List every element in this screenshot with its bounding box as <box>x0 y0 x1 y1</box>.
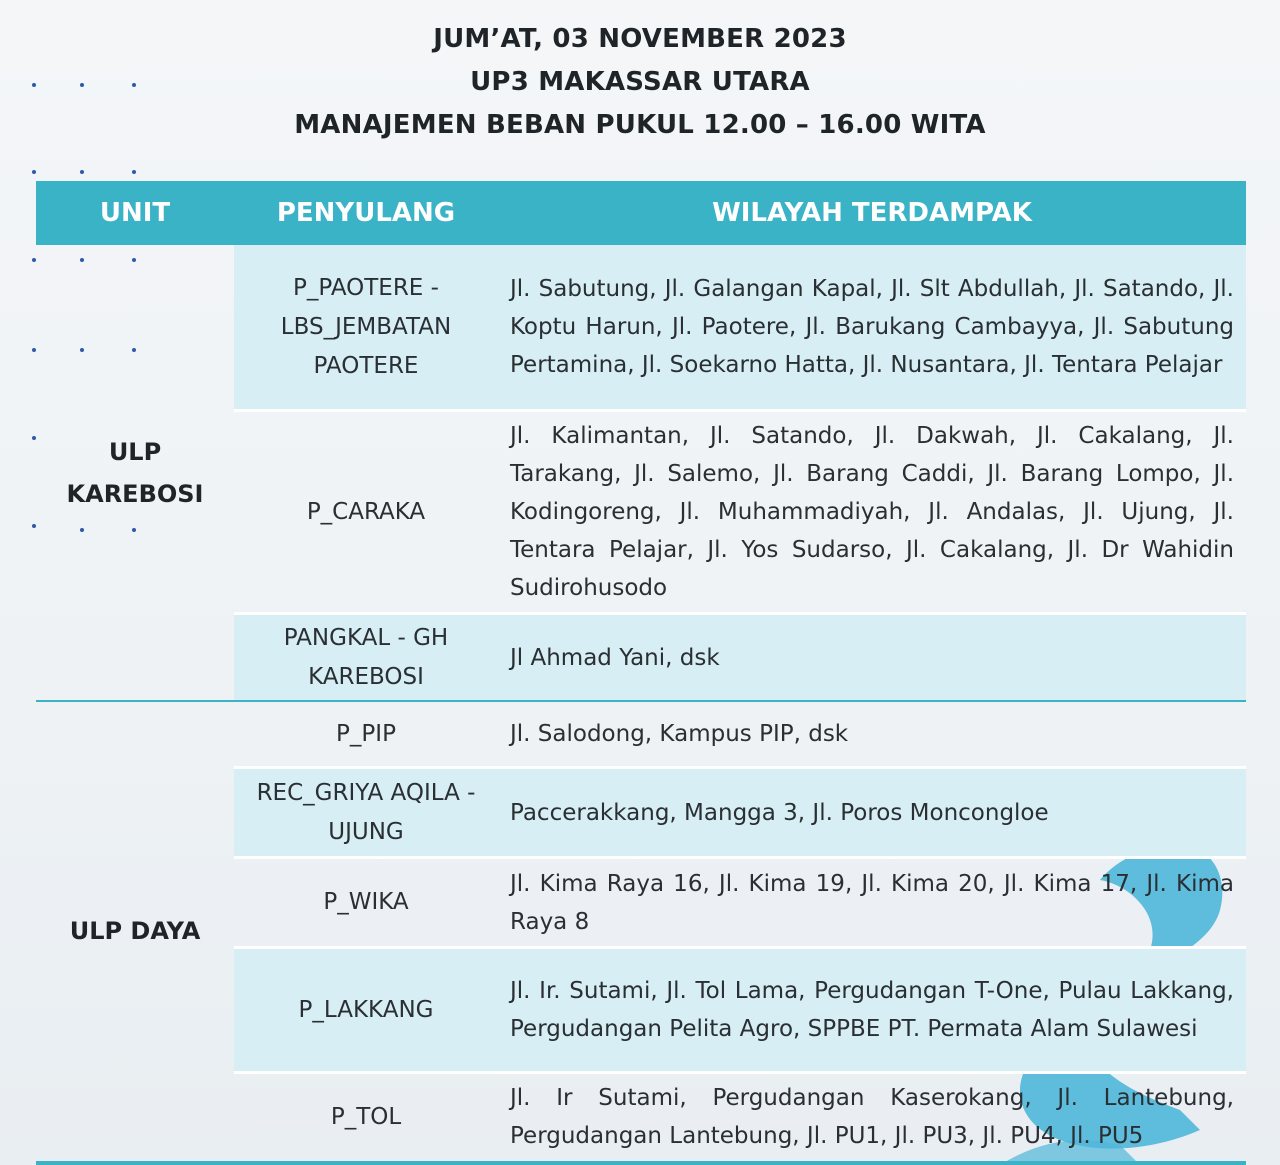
table-row <box>234 856 1246 946</box>
header-date: JUM’AT, 03 NOVEMBER 2023 <box>433 24 847 54</box>
table-row <box>234 612 1246 700</box>
penyulang-cell: P_CARAKA <box>306 498 426 525</box>
header-schedule: MANAJEMEN BEBAN PUKUL 12.00 – 16.00 WITA <box>294 110 986 140</box>
wilayah-text: Jl. Ir. Sutami, Jl. Tol Lama, Pergudangan T-One, Pulau Lakkang, Pergudangan Pelita Agro, SPPBE PT. Permata Alam Sulawesi <box>510 978 1234 1042</box>
column-header-unit: UNIT <box>99 198 171 228</box>
wilayah-cell <box>498 949 1246 1071</box>
column-header-penyulang: PENYULANG <box>276 198 456 228</box>
document-header <box>0 18 1280 147</box>
wilayah-cell <box>498 412 1246 612</box>
outage-table <box>36 181 1246 1160</box>
unit-label: ULP KAREBOSI <box>66 437 204 508</box>
penyulang-cell: PANGKAL - GH KAREBOSI <box>283 624 449 690</box>
penyulang-cell: P_TOL <box>330 1103 402 1130</box>
penyulang-cell: P_PIP <box>336 720 396 747</box>
header-office: UP3 MAKASSAR UTARA <box>470 67 810 97</box>
table-bottom-border <box>36 1161 1246 1165</box>
unit-cell <box>36 702 234 1160</box>
table-row <box>234 766 1246 856</box>
group-rows <box>234 245 1246 700</box>
wilayah-cell <box>498 1074 1246 1160</box>
column-header-wilayah: WILAYAH TERDAMPAK <box>712 198 1032 228</box>
penyulang-cell: P_LAKKANG <box>298 996 434 1023</box>
wilayah-text: Jl. Sabutung, Jl. Galangan Kapal, Jl. Slt Abdullah, Jl. Satando, Jl. Koptu Harun, Jl. Paotere, Jl. Barukang Cambayya, Jl. Sabutung Pertamina, Jl. Soekarno Hatta, Jl. Nusantara, Jl. Tentara Pelajar <box>510 276 1234 378</box>
wilayah-cell <box>498 615 1246 700</box>
table-row <box>234 245 1246 409</box>
table-row <box>234 409 1246 612</box>
penyulang-cell: P_WIKA <box>323 889 409 915</box>
unit-label: ULP DAYA <box>69 917 201 945</box>
wilayah-cell <box>498 702 1246 766</box>
wilayah-text: Jl. Salodong, Kampus PIP, dsk <box>510 721 849 747</box>
wilayah-cell <box>498 859 1246 946</box>
penyulang-cell: REC_GRIYA AQILA - UJUNG <box>256 779 476 845</box>
wilayah-text: Jl. Kalimantan, Jl. Satando, Jl. Dakwah, Jl. Cakalang, Jl. Tarakang, Jl. Salemo, Jl. Barang Caddi, Jl. Barang Lompo, Jl. Kodingoreng, Jl. Muhammadiyah, Jl. Andalas, Jl. Ujung, Jl. Tentara Pelajar, Jl. Yos Sudarso, Jl. Cakalang, Jl. Dr Wahidin Sudirohusodo <box>510 423 1234 601</box>
penyulang-cell: P_PAOTERE - LBS_JEMBATAN PAOTERE <box>280 274 452 379</box>
unit-cell <box>36 245 234 700</box>
table-row <box>234 702 1246 766</box>
wilayah-text: Jl Ahmad Yani, dsk <box>510 644 720 671</box>
wilayah-cell <box>498 245 1246 409</box>
unit-group-daya <box>36 700 1246 1160</box>
wilayah-text: Jl. Ir Sutami, Pergudangan Kaserokang, Jl. Lantebung, Pergudangan Lantebung, Jl. PU1, Jl. PU3, Jl. PU4, Jl. PU5 <box>510 1085 1234 1149</box>
table-row <box>234 1071 1246 1160</box>
group-rows <box>234 702 1246 1160</box>
table-row <box>234 946 1246 1071</box>
wilayah-cell <box>498 769 1246 856</box>
table-header <box>36 181 1246 245</box>
unit-group-karebosi <box>36 245 1246 700</box>
wilayah-text: Jl. Kima Raya 16, Jl. Kima 19, Jl. Kima 20, Jl. Kima 17, Jl. Kima Raya 8 <box>510 870 1234 935</box>
wilayah-text: Paccerakkang, Mangga 3, Jl. Poros Moncongloe <box>510 799 1049 826</box>
